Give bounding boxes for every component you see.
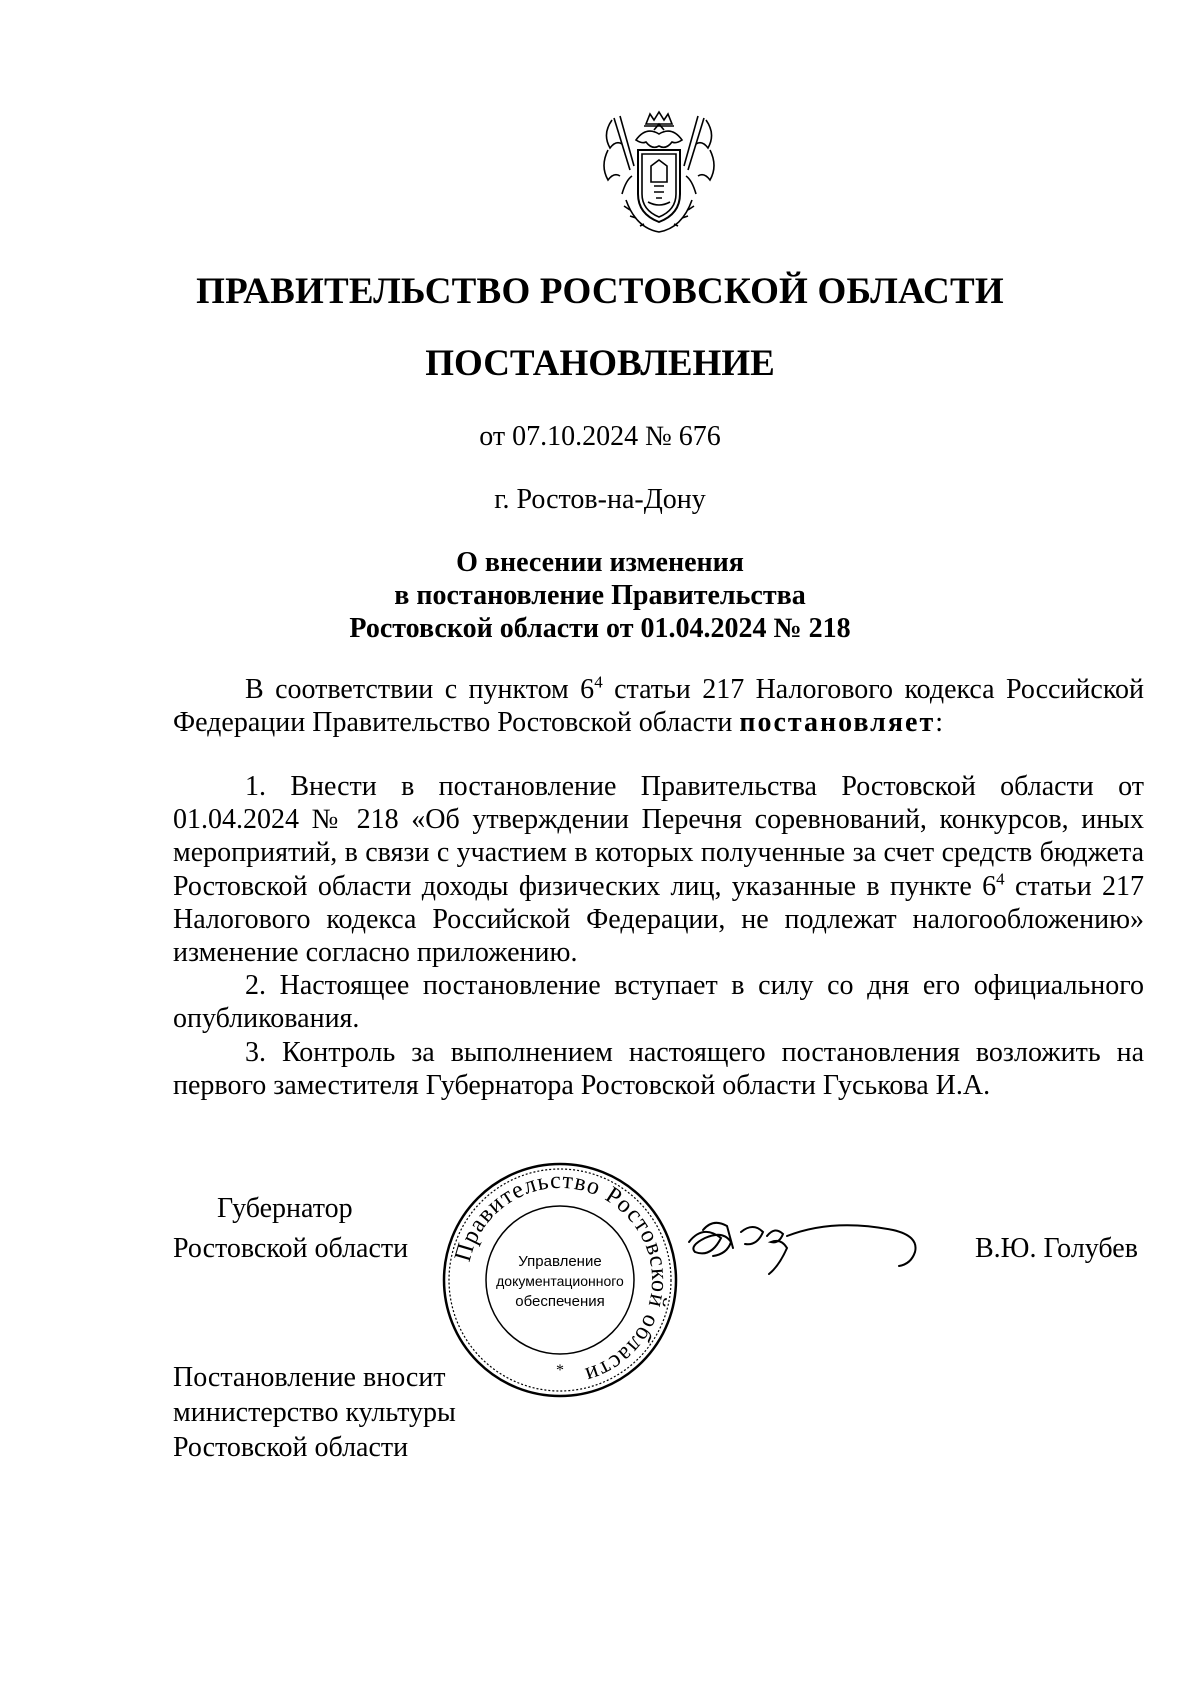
item-text: 1. Внести в постановление Правительства Ростовской области от 01.04.2024 № 218 «Об утверждении Перечня соревнований, конкурсов, иных мероприятий, в связи с участием в которых полученные за счет средств бюджета Ростовской области доходы физических лиц, указанные в пункте 6 — [173, 771, 1144, 902]
resolution-item-2: 2. Настоящее постановление вступает в силу со дня его официального опубликования. — [173, 970, 1144, 1035]
preamble-text: В соответствии с пунктом 6 — [245, 674, 595, 705]
introduced-by-line: министерство культуры — [173, 1397, 456, 1428]
colon: : — [935, 707, 943, 739]
decision-keyword: постановляет — [739, 707, 936, 739]
authority-heading: ПРАВИТЕЛЬСТВО РОСТОВСКОЙ ОБЛАСТИ — [196, 271, 1004, 312]
introduced-by-line: Ростовской области — [173, 1432, 409, 1463]
resolution-items — [173, 770, 1144, 1102]
signatory-name: В.Ю. Голубев — [975, 1233, 1138, 1264]
date-number: от 07.10.2024 № 676 — [479, 421, 721, 452]
signature-icon — [683, 1208, 928, 1283]
seal-inner-text: Управление — [518, 1253, 602, 1270]
superscript: 4 — [594, 672, 603, 692]
signatory-title-line: Ростовской области — [173, 1233, 409, 1264]
seal-star: * — [556, 1362, 564, 1379]
introduced-by-block — [173, 1360, 456, 1465]
introduced-by-line: Постановление вносит — [173, 1362, 446, 1393]
resolution-item-3: 3. Контроль за выполнением настоящего постановления возложить на первого заместителя Губернатора Ростовской области Гуськова И.А. — [173, 1036, 1144, 1101]
item-text: статьи 217 Налогового кодекса Российской Федерации, не подлежат налогообложению» изменение согласно приложению. — [173, 870, 1144, 969]
subject-line: в постановление Правительства — [394, 580, 806, 611]
official-seal — [440, 1160, 680, 1400]
subject-line: Ростовской области от 01.04.2024 № 218 — [349, 613, 851, 644]
resolution-item-1 — [173, 770, 1144, 969]
subject-line: О внесении изменения — [456, 547, 744, 578]
seal-ring-text: Правительство Ростовской области — [449, 1167, 673, 1389]
city: г. Ростов-на-Дону — [494, 484, 706, 515]
seal-inner-text: обеспечения — [515, 1293, 605, 1310]
document-type-heading: ПОСТАНОВЛЕНИЕ — [425, 343, 775, 384]
signatory-title-line: Губернатор — [217, 1193, 353, 1224]
document-subject — [0, 546, 1200, 645]
superscript: 4 — [996, 869, 1005, 889]
coat-of-arms-icon — [596, 110, 722, 238]
preamble-text: статьи 217 Налогового кодекса Российской Федерации Правительство Ростовской области — [173, 674, 1145, 739]
preamble-paragraph — [173, 673, 1144, 739]
seal-inner-text: документационного — [496, 1273, 624, 1289]
